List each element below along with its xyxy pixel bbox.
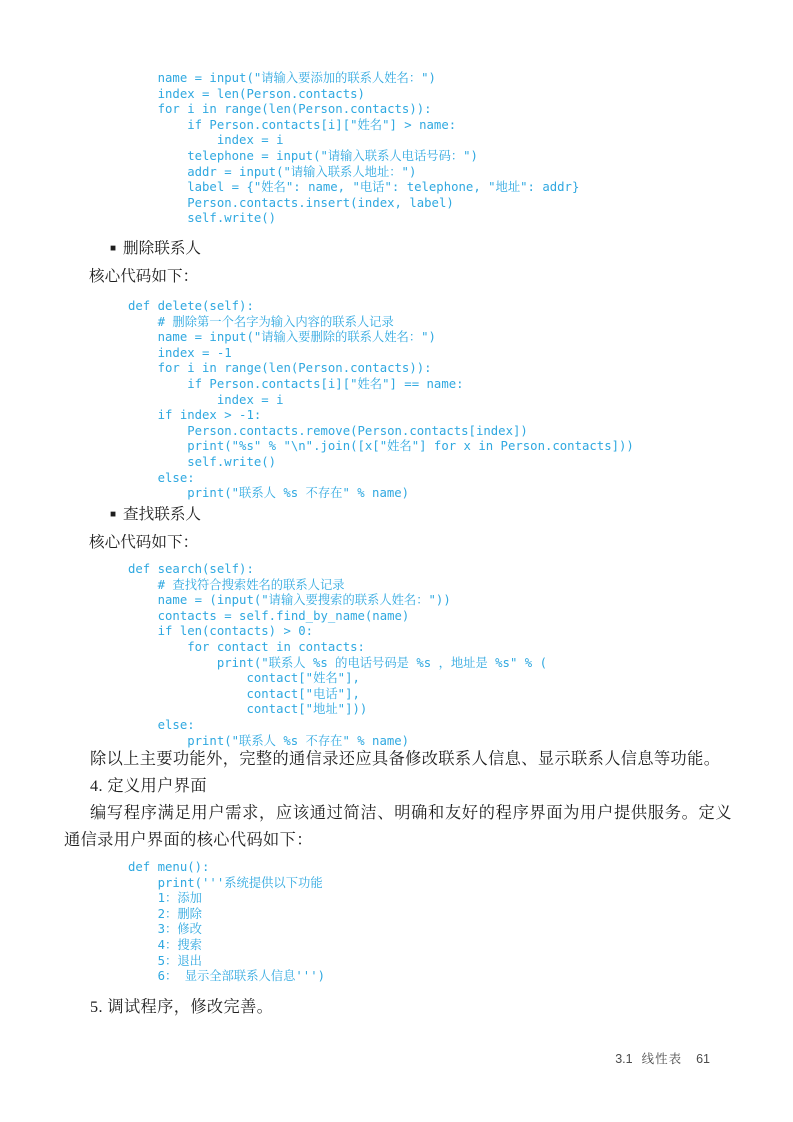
step-4-heading: 4. 定义用户界面 [90, 777, 207, 795]
code-line: index = len(Person.contacts) [128, 86, 365, 101]
code-line: contacts = self.find_by_name(name) [128, 608, 410, 623]
code-line: print("联系人 %s 的电话号码是 %s ，地址是 %s" % ( [128, 655, 547, 670]
code-line: 5：退出 [128, 953, 202, 968]
code-line: print("联系人 %s 不存在" % name) [128, 486, 410, 501]
code-line: label = {"姓名": name, "电话": telephone, "地址": addr} [128, 180, 580, 195]
paragraph-extra-functions: 除以上主要功能外，完整的通信录还应具备修改联系人信息、显示联系人信息等功能。 [90, 750, 721, 768]
code-line: for contact in contacts: [128, 639, 365, 654]
footer-section-number: 3.1 [615, 1052, 633, 1066]
code-line: if len(contacts) > 0: [128, 624, 314, 639]
code-line: self.write() [128, 211, 277, 226]
code-line: for i in range(len(Person.contacts)): [128, 361, 432, 376]
code-line: index = i [128, 133, 284, 148]
code-line: index = i [128, 392, 284, 407]
code-line: name = input("请输入要添加的联系人姓名：") [128, 71, 436, 85]
section-heading-delete [110, 238, 201, 260]
code-line: else: [128, 470, 195, 485]
code-line: 3：修改 [128, 922, 202, 937]
code-line: Person.contacts.insert(index, label) [128, 195, 454, 210]
section-heading-search [110, 504, 201, 526]
code-line: def search(self): [128, 562, 254, 576]
code-line: 2：删除 [128, 906, 202, 921]
code-line: addr = input("请输入联系人地址：") [128, 164, 417, 179]
code-line: Person.contacts.remove(Person.contacts[index]) [128, 423, 528, 438]
section-heading-label: 删除联系人 [123, 240, 202, 257]
footer-page-number: 61 [696, 1052, 710, 1066]
page-footer [615, 1049, 710, 1067]
code-line: def delete(self): [128, 299, 254, 313]
code-line: contact["地址"])) [128, 702, 368, 717]
core-code-label: 核心代码如下： [89, 534, 199, 551]
code-line: 6： 显示全部联系人信息''') [128, 969, 326, 984]
code-line: 4：搜索 [128, 937, 202, 952]
section-heading-label: 查找联系人 [123, 506, 202, 523]
code-line: if Person.contacts[i]["姓名"] == name: [128, 376, 464, 391]
code-line: telephone = input("请输入联系人电话号码：") [128, 148, 478, 163]
code-block-search-contact [128, 562, 547, 749]
code-line: index = -1 [128, 345, 232, 360]
code-block-delete-contact [128, 299, 634, 502]
code-line: name = input("请输入要删除的联系人姓名：") [128, 330, 436, 345]
code-line: else: [128, 717, 195, 732]
code-line: for i in range(len(Person.contacts)): [128, 102, 432, 117]
code-line: name = (input("请输入要搜索的联系人姓名：")) [128, 593, 451, 608]
code-line: if index > -1: [128, 408, 262, 423]
code-line: # 删除第一个名字为输入内容的联系人记录 [128, 314, 394, 329]
code-line: print('''系统提供以下功能 [128, 875, 323, 890]
code-line: self.write() [128, 454, 277, 469]
paragraph-define-ui: 编写程序满足用户需求，应该通过简洁、明确和友好的程序界面为用户提供服务。定义通信录用户界面的核心代码如下： [64, 804, 732, 849]
square-bullet-icon: ■ [110, 509, 117, 520]
code-line: contact["电话"], [128, 686, 360, 701]
code-line: contact["姓名"], [128, 671, 360, 686]
code-block-add-contact [128, 71, 579, 227]
code-line: print("%s" % "\n".join([x["姓名"] for x in Person.contacts])) [128, 439, 634, 454]
code-line: # 查找符合搜索姓名的联系人记录 [128, 577, 345, 592]
code-line: def menu(): [128, 860, 210, 874]
step-5-heading: 5. 调试程序，修改完善。 [90, 998, 274, 1016]
core-code-label: 核心代码如下： [89, 268, 199, 285]
code-line: print("联系人 %s 不存在" % name) [128, 733, 410, 748]
footer-section-title: 线性表 [641, 1052, 683, 1066]
code-line: if Person.contacts[i]["姓名"] > name: [128, 117, 457, 132]
code-line: 1：添加 [128, 891, 202, 906]
square-bullet-icon: ■ [110, 243, 117, 254]
code-block-menu [128, 860, 325, 985]
